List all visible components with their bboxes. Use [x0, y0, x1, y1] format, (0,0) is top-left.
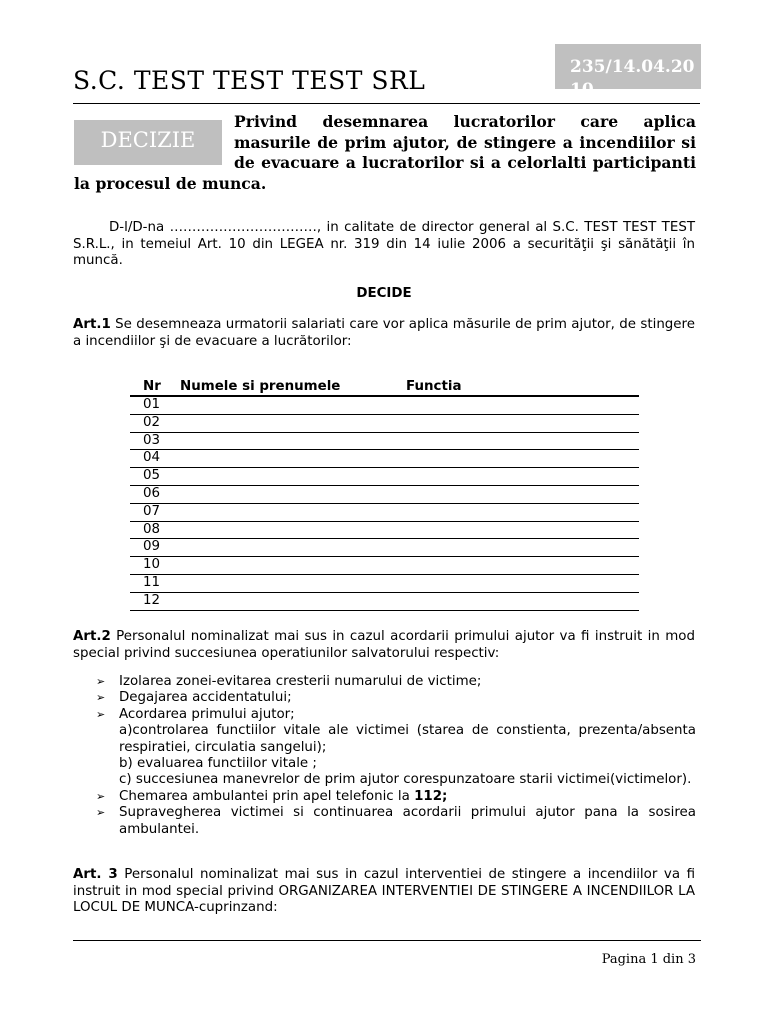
- header-divider: [73, 103, 700, 104]
- row-function-cell: [406, 433, 639, 450]
- row-number: 05: [143, 468, 161, 484]
- arrow-bullet-icon: ➢: [96, 707, 106, 721]
- intro-paragraph: D-l/D-na ……………………………, in calitate de director general al S.C. TEST TEST TEST S.R.L., in temeiul Art. 10 din LEGEA nr. 319 din 14 iulie 2006 a securităţii şi sănătăţii în muncă.: [73, 220, 695, 268]
- row-function-cell: [406, 450, 639, 467]
- list-item: [96, 789, 696, 805]
- list-item: [96, 674, 696, 690]
- col-header-nr: Nr: [143, 379, 161, 394]
- row-function-cell: [406, 557, 639, 574]
- row-number: 12: [143, 592, 161, 608]
- arrow-bullet-icon: ➢: [96, 675, 106, 688]
- arrow-bullet-icon: ➢: [96, 789, 106, 803]
- decision-subject: Privind desemnarea lucratorilor care aplica masurile de prim ajutor, de stingere a incendiilor si de evacuare a lucratorilor si a celorlalti participanti la procesul de munca.: [74, 112, 696, 193]
- row-number: 09: [143, 539, 161, 555]
- row-number: 02: [143, 414, 161, 430]
- table-row: [130, 593, 639, 611]
- row-name-cell: [180, 504, 406, 521]
- table-row: [130, 522, 639, 540]
- row-number: 08: [143, 521, 161, 537]
- arrow-bullet-icon: ➢: [96, 691, 106, 705]
- row-function-cell: [406, 522, 639, 539]
- row-number: 06: [143, 485, 161, 501]
- row-function-cell: [406, 593, 639, 610]
- row-name-cell: [180, 557, 406, 574]
- sub-item: a)controlarea functiilor vitale ale victimei (starea de constienta, prezenta/absenta respiratiei, circulatia sangelui);: [119, 723, 696, 755]
- article-1: [73, 317, 695, 350]
- list-item-text: Chemarea ambulantei prin apel telefonic la: [119, 788, 415, 804]
- row-function-cell: [406, 575, 639, 592]
- table-row: [130, 539, 639, 557]
- article-3-label: Art. 3: [73, 867, 118, 882]
- row-function-cell: [406, 486, 639, 503]
- arrow-bullet-icon: ➢: [96, 806, 106, 820]
- row-number: 11: [143, 574, 161, 590]
- row-function-cell: [406, 539, 639, 556]
- employees-table: [130, 379, 639, 611]
- list-item: [96, 805, 696, 838]
- row-name-cell: [180, 522, 406, 539]
- row-name-cell: [180, 450, 406, 467]
- row-number: 04: [143, 450, 161, 466]
- row-function-cell: [406, 504, 639, 521]
- article-1-label: Art.1: [73, 317, 111, 332]
- table-row: [130, 450, 639, 468]
- list-item-text: Izolarea zonei-evitarea cresterii numarului de victime;: [119, 674, 482, 689]
- article-3: [73, 867, 695, 917]
- list-item: [96, 690, 696, 706]
- table-row: [130, 486, 639, 504]
- table-row: [130, 575, 639, 593]
- company-name: S.C. TEST TEST TEST SRL: [73, 66, 426, 95]
- emergency-number: 112;: [414, 788, 448, 804]
- article-2-text: Personalul nominalizat mai sus in cazul acordarii primului ajutor va fi instruit in mod special privind succesiunea operatiunilor salvatorului respectiv:: [73, 629, 695, 661]
- row-name-cell: [180, 468, 406, 485]
- row-number: 01: [143, 397, 161, 412]
- row-name-cell: [180, 415, 406, 432]
- sub-item: c) succesiunea manevrelor de prim ajutor corespunzatoare starii victimei(victimelor).: [119, 772, 692, 788]
- row-name-cell: [180, 486, 406, 503]
- list-item-text: Supravegherea victimei si continuarea acordarii primului ajutor pana la sosirea ambulantei.: [119, 805, 696, 837]
- col-header-name: Numele si prenumele: [180, 379, 341, 394]
- article-2-label: Art.2: [73, 629, 111, 644]
- table-row: [130, 557, 639, 575]
- row-function-cell: [406, 415, 639, 432]
- table-row: [130, 433, 639, 451]
- row-number: 07: [143, 503, 161, 519]
- row-name-cell: [180, 397, 406, 414]
- row-name-cell: [180, 539, 406, 556]
- row-number: 03: [143, 432, 161, 448]
- article-1-text: Se desemneaza urmatorii salariati care vor aplica măsurile de prim ajutor, de stingere a incendiilor şi de evacuare a lucrătorilor:: [73, 317, 695, 349]
- decide-heading: DECIDE: [356, 286, 412, 301]
- row-function-cell: [406, 468, 639, 485]
- list-item-text: Degajarea accidentatului;: [119, 690, 292, 706]
- table-body: [130, 397, 639, 611]
- page-number: Pagina 1 din 3: [601, 952, 696, 967]
- row-name-cell: [180, 593, 406, 610]
- decision-badge: DECIZIE: [74, 120, 222, 165]
- table-row: [130, 415, 639, 433]
- document-number-badge: 235/14.04.2010: [555, 44, 701, 89]
- sub-item: b) evaluarea functiilor vitale ;: [119, 756, 317, 772]
- table-row: [130, 397, 639, 415]
- list-item-text: Acordarea primului ajutor;: [119, 706, 295, 722]
- footer-divider: [73, 940, 701, 941]
- row-name-cell: [180, 575, 406, 592]
- table-row: [130, 468, 639, 486]
- row-number: 10: [143, 557, 161, 573]
- first-aid-steps-list: [96, 674, 696, 838]
- list-item: [96, 707, 696, 789]
- article-2: [73, 629, 695, 662]
- row-name-cell: [180, 433, 406, 450]
- article-3-text: Personalul nominalizat mai sus in cazul interventiei de stingere a incendiilor va fi instruit in mod special privind ORGANIZAREA INTERVENTIEI DE STINGERE A INCENDIILOR LA LOCUL DE MUNCA-cuprinzand:: [73, 867, 696, 915]
- table-header: [130, 379, 639, 397]
- table-row: [130, 504, 639, 522]
- row-function-cell: [406, 397, 639, 414]
- col-header-function: Functia: [406, 379, 462, 394]
